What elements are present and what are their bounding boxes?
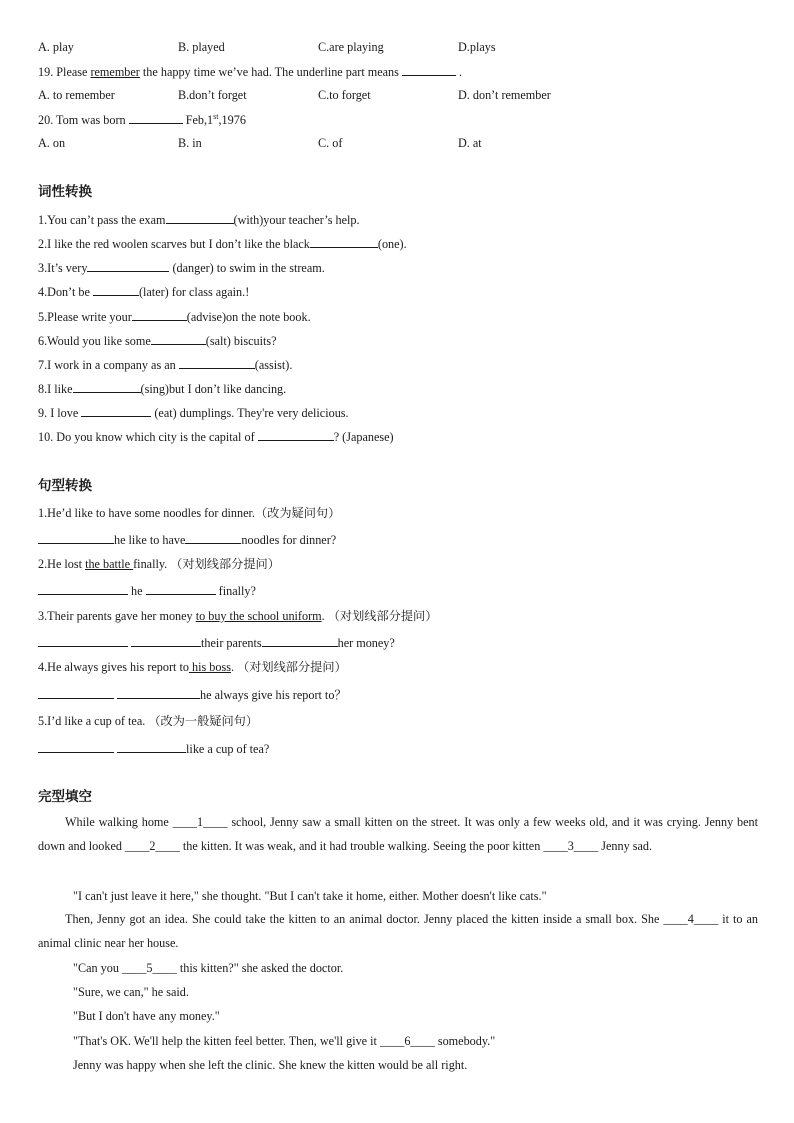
answer-blank[interactable] [117,741,186,753]
section-heading-word-forms: 词性转换 [38,184,92,200]
answer-blank[interactable] [129,112,183,124]
sentence-q3-answer: their parents her money? [38,635,395,650]
question-20: 20. Tom was born Feb,1st,1976 [38,111,246,127]
word-form-item-3: 3.It’s very (danger) to swim in the stream. [38,261,325,275]
answer-blank[interactable] [185,532,241,544]
word-form-item-10: 10. Do you know which city is the capital of ? (Japanese) [38,430,394,444]
answer-blank[interactable] [93,284,139,296]
option-c: C.are playing [318,40,384,54]
cloze-paragraph-6: "But I don't have any money." [73,1009,220,1023]
word-form-item-5: 5.Please write your (advise)on the note book. [38,310,311,324]
word-form-item-2: 2.I like the red woolen scarves but I don’t like the black (one). [38,237,407,251]
answer-blank[interactable] [131,635,201,647]
cloze-paragraph-3: Then, Jenny got an idea. She could take the kitten to an animal doctor. Jenny placed the kitten inside a small box. She ____4____ it to an animal clinic near her house. [38,912,758,951]
word-form-item-8: 8.I like (sing)but I don’t like dancing. [38,382,287,396]
cloze-paragraph-5: "Sure, we can," he said. [73,985,189,999]
underlined-phrase: the battle [85,557,134,571]
word-form-item-9: 9. I love (eat) dumplings. They're very delicious. [38,406,349,420]
answer-blank[interactable] [73,381,141,393]
sentence-q5: 5.I’d like a cup of tea. （改为一般疑问句） [38,714,259,728]
answer-blank[interactable] [38,635,128,647]
section-heading-sentences: 句型转换 [38,478,92,494]
answer-blank[interactable] [38,741,114,753]
option-d: D. don’t remember [458,88,551,102]
option-d: D.plays [458,40,496,54]
sentence-q1: 1.He’d like to have some noodles for dinner.（改为疑问句） [38,506,341,520]
answer-blank[interactable] [258,429,334,441]
sentence-q5-answer: like a cup of tea? [38,741,269,756]
answer-blank[interactable] [310,236,378,248]
section-heading-cloze: 完型填空 [38,789,92,805]
option-c: C. of [318,136,343,150]
answer-blank[interactable] [179,357,255,369]
underlined-phrase: to buy the school uniform [195,609,322,623]
answer-blank[interactable] [87,260,169,272]
cloze-paragraph-1: While walking home ____1____ school, Jenny saw a small kitten on the street. It was only a few weeks old, and it was crying. Jenny bent down and looked ____2____ the kitten. It was weak, and it had trouble walking. Seeing the poor kitten ____3____ Jenny sad. [38,815,758,854]
q20-options [38,136,758,150]
word-form-item-6: 6.Would you like some (salt) biscuits? [38,334,277,348]
sentence-q3: 3.Their parents gave her money to buy the school uniform. （对划线部分提问） [38,609,438,623]
underlined-phrase: his boss [188,660,231,674]
answer-blank[interactable] [132,309,187,321]
answer-blank[interactable] [146,583,216,595]
word-form-item-4: 4.Don’t be (later) for class again.! [38,285,250,299]
cloze-paragraph-4: "Can you ____5____ this kitten?" she asked the doctor. [73,961,344,975]
answer-blank[interactable] [402,64,456,76]
question-19: 19. Please remember the happy time we’ve had. The underline part means . [38,65,463,79]
q19-options [38,88,758,102]
answer-blank[interactable] [38,532,114,544]
answer-blank[interactable] [151,333,206,345]
cloze-paragraph-8: Jenny was happy when she left the clinic. She knew the kitten would be all right. [73,1058,468,1072]
word-form-item-7: 7.I work in a company as an (assist). [38,358,293,372]
sentence-q2: 2.He lost the battle finally. （对划线部分提问） [38,557,280,571]
answer-blank[interactable] [117,687,200,699]
answer-blank[interactable] [38,583,128,595]
option-a: A. to remember [38,88,115,102]
answer-blank[interactable] [81,405,151,417]
option-b: B. played [178,40,225,54]
answer-blank[interactable] [262,635,338,647]
option-c: C.to forget [318,88,371,102]
option-b: B.don’t forget [178,88,247,102]
answer-blank[interactable] [166,212,234,224]
q18-options [38,40,758,54]
underlined-word: remember [90,65,140,79]
option-a: A. play [38,40,74,54]
sentence-q2-answer: he finally? [38,583,256,598]
option-d: D. at [458,136,482,150]
cloze-paragraph-2: "I can't just leave it here," she thought. "But I can't take it home, either. Mother doesn't like cats." [73,889,547,903]
cloze-paragraph-7: "That's OK. We'll help the kitten feel better. Then, we'll give it ____6____ somebody." [73,1034,496,1048]
word-form-item-1: 1.You can’t pass the exam (with)your teacher’s help. [38,213,360,227]
sentence-q1-answer: he like to have noodles for dinner? [38,532,336,547]
answer-blank[interactable] [38,687,114,699]
sentence-q4-answer: he always give his report to？ [38,687,347,702]
option-a: A. on [38,136,66,150]
sentence-q4: 4.He always gives his report to his boss. （对划线部分提问） [38,660,347,674]
option-b: B. in [178,136,202,150]
